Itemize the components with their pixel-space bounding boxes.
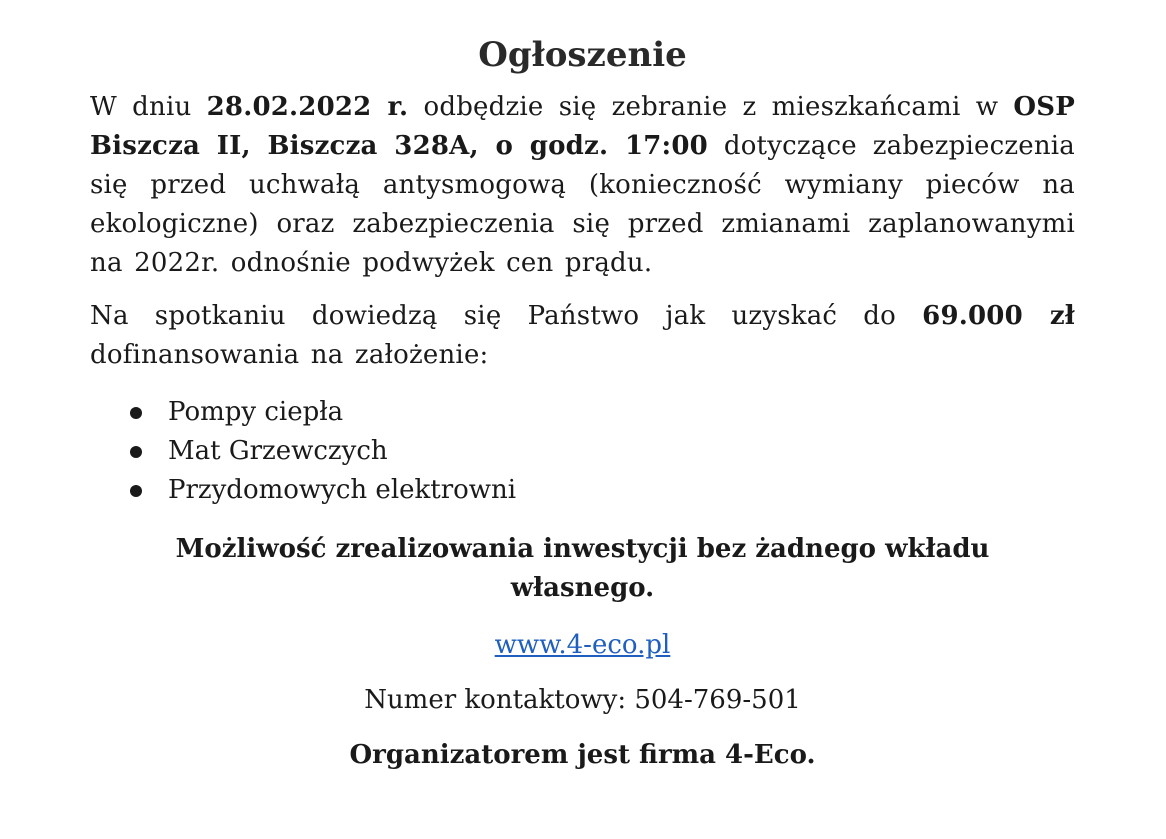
meeting-date: 28.02.2022 r. [206,92,409,122]
list-item [130,432,1075,471]
funding-paragraph [90,297,1075,375]
bullet-icon [130,407,142,419]
meeting-text-topic: dotyczące zabezpieczenia się przed uchwałą antysmogową (konieczność wymiany pieców na ekologiczne) oraz zabezpieczenia się przed zmianami zaplanowanymi na 2022r. odnośnie podwyżek cen prądu. [90,131,1076,278]
list-item-label: Mat Grzewczych [168,436,388,466]
meeting-paragraph [90,88,1075,283]
funding-list [90,393,1075,510]
bullet-icon [130,446,142,458]
announcement-page [90,30,1075,775]
meeting-place: OSP Biszcza II, Biszcza 328A, o godz. 17:00 [90,92,1075,161]
organizer-note: Organizatorem jest firma 4-Eco. [349,740,816,770]
list-item-label: Przydomowych elektrowni [168,475,517,505]
bullet-icon [130,485,142,497]
contact-phone: Numer kontaktowy: 504-769-501 [364,685,801,715]
website-link[interactable]: www.4-eco.pl [494,630,671,660]
meeting-text-middle: odbędzie się zebranie z mieszkańcami w [408,92,1014,122]
page-title: Ogłoszenie [478,35,687,75]
list-item-label: Pompy ciepła [168,397,344,427]
funding-text-end: dofinansowania na założenie: [90,340,489,370]
website-line [90,626,1075,665]
meeting-text-intro: W dniu [90,92,207,122]
highlight-note: Możliwość zrealizowania inwestycji bez żadnego wkładu własnego. [175,534,990,603]
list-item [130,471,1075,510]
funding-text-intro: Na spotkaniu dowiedzą się Państwo jak uzyskać do [90,301,923,331]
list-item [130,393,1075,432]
funding-amount: 69.000 zł [922,301,1075,331]
